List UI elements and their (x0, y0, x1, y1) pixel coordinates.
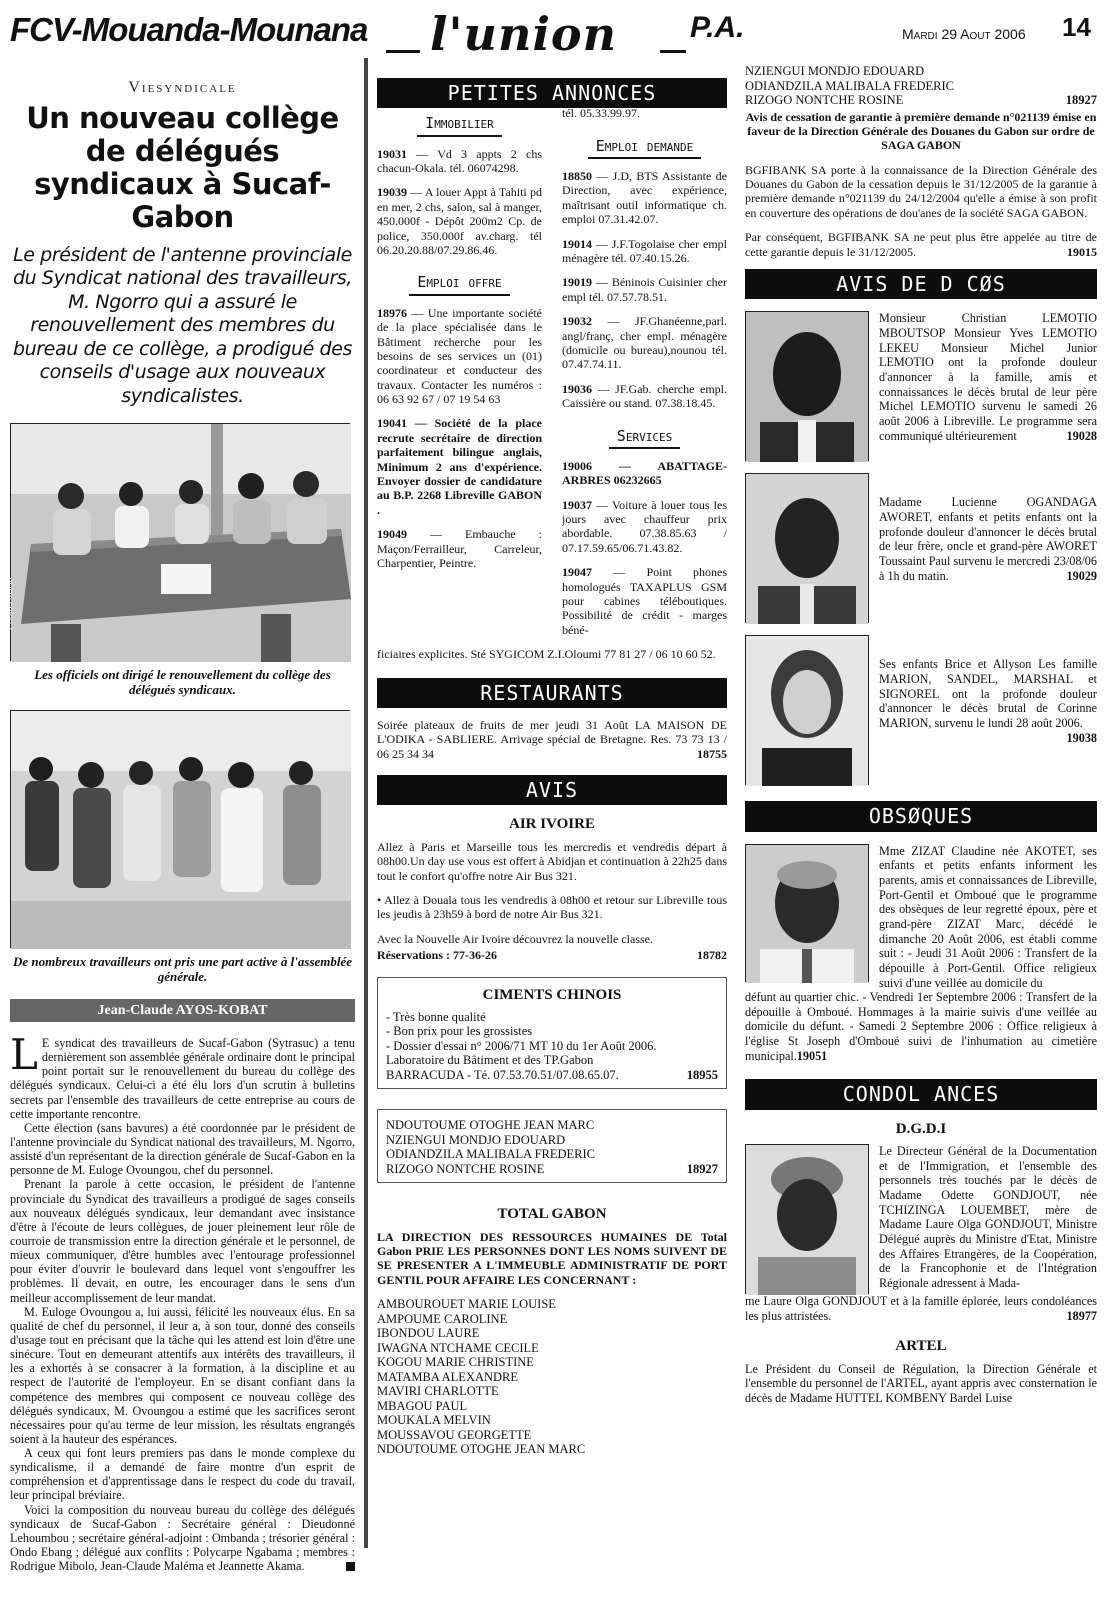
list-item: NDOUTOUME OTOGHE JEAN MARC (386, 1118, 595, 1133)
list-item: NZIENGUI MONDJO EDOUARD (386, 1132, 566, 1147)
list-item: - Dossier d'essai n° 2006/71 MT 10 du 1er Août 2006. (386, 1038, 657, 1053)
paragraph: E syndicat des travailleurs de Sucaf-Gabon (Sytrasuc) a tenu dernièrement son assemblée générale ordinaire dont le principal point portait sur le renouvellement du bureau du collège des délégués syndicaux. Celui-ci a été élu lors d'un scrutin à bulletins secrets par l'ensemble des travailleurs de cette entreprise au cours de cette importante rencontre. (10, 1035, 355, 1121)
portrait-photo (745, 311, 869, 461)
list-item: 19047 — Point phones homologués TAXAPLUS GSM pour cabines téléboutiques. Possibilité de crédit - marges béné- (562, 565, 727, 637)
article-body (10, 1029, 355, 1574)
list-item: IBONDOU LAURE (377, 1326, 480, 1341)
list-item: 19014 — J.F.Togolaise cher empl ménagère tél. 07.40.15.26. (562, 236, 727, 266)
total-lead: LA DIRECTION DES RESSOURCES HUMAINES DE Total Gabon PRIE LES PERSONNES DONT LES NOMS SUIVENT DE SE PRESENTER A L'IMMEUBLE ADMINISTRATIF DE PORT GENTIL POUR AFFAIRE LES CONCERNANT : (377, 1229, 727, 1287)
list-item: ODIANDZILA MALIBALA FREDERIC (745, 78, 955, 93)
list-item: NDOUTOUME OTOGHE JEAN MARC (377, 1442, 586, 1457)
photo-caption-2: De nombreux travailleurs ont pris une part active à l'assemblée générale. (12, 953, 353, 985)
list-item: IWAGNA NTCHAME CECILE (377, 1340, 539, 1355)
notice-text: Mme ZIZAT Claudine née AKOTET, ses enfants et petits enfants informent les parents, amis et connaissances de Libreville, Port-Gentil et Omboué que le programme des obsèques de leur regretté époux, père et grand-père ZIZAT Marc, décédé le dimanche 20 Août 2006, est établi comme suit : - Jeudi 31 Août 2006 : Transfert de la dépouille à Port-Gentil. Office religieux suivi d'une veillée au domicile du (879, 843, 1097, 990)
subhead-immobilier: Immobilier (417, 114, 502, 136)
list-item: 18850 — J.D, BTS Assistante de Direction, avec expérience, maîtrisant outil informatique ch. emploi 07.31.42.07. (562, 169, 727, 227)
section-head-restaurants: RESTAURANTS (377, 678, 727, 708)
portrait-photo (745, 635, 869, 785)
list-item: RIZOGO NONTCHE ROSINE 18927 (386, 1161, 718, 1176)
list-item: 18976 — Une importante société de la place spécialisée dans le Bâtiment recherche pour les besoins de ses services un (01) coordinateur et conducteur des travaux. Contacter les numéros : 06 63 92 67 / 07 19 54 63 (377, 305, 542, 407)
avis-company: AIR IVOIRE (509, 816, 595, 833)
list-item: MATAMBA ALEXANDRE (377, 1369, 519, 1384)
restaurant-ad: Soirée plateaux de fruits de mer jeudi 31 Août LA MAISON DE L'ODIKA - SABLIERE. Arrivage spécial de Bretagne. Res. 73 73 13 / 06 25 34 34 18755 (377, 717, 727, 761)
subhead-services: Services (609, 427, 680, 449)
paragraph: Voici la composition du nouveau bureau du collège des délégués syndicaux de Sucaf-Gabon : Secrétaire général : Dieudonné Lehoumbou ; secrétaire général-adjoint : Ombanda ; trésorier général : Ondo Ebang ; délégué aux conflits : Polycarpe Ngabama ; membres : Rodrigue Mibolo, Jean-Claude Maléma et Jeannette Akama. (10, 1502, 355, 1574)
list-item: 19006 — ABATTAGE-ARBRES 06232665 (562, 458, 727, 488)
paragraph: Cette élection (sans bavures) a été coordonnée par le président de l'antenne provinciale du Syndicat national des travailleurs, M. Ngorro, assisté d'un représentant de la direction générale de Sucaf-Gabon en la personne de M. Euloge Ovoungou, chef du personnel. (10, 1120, 355, 1178)
section-head-condoleances: CONDOL ANCES (745, 1079, 1097, 1109)
list-item: NZIENGUI MONDJO EDOUARD (745, 64, 925, 78)
list-item: ODIANDZILA MALIBALA FREDERIC (386, 1147, 596, 1162)
notice-item (745, 635, 1097, 785)
list-item: 19037 — Voiture à louer tous les jours avec chauffeur prix abordable. 07.38.85.63 / 07.17.59.65/06.71.43.82. (562, 497, 727, 555)
ad-ref: 18755 (697, 746, 727, 761)
portrait-photo (745, 473, 869, 623)
article-kicker: Viesyndicale (128, 79, 237, 96)
list-item: 19019 — Béninois Cuisinier cher empl tél. 07.57.78.51. (562, 275, 727, 304)
cessation-paragraph: BGFIBANK SA porte à la connaissance de la Direction Générale des Douanes du Gabon de la cessation depuis le 31/12/2005 de la garantie à première demande n°021139 du 24/12/2004 qu'elle a émise à son profit en couverture des opérations de dou'anes de la société SAGA GABON. (745, 162, 1097, 220)
article (4, 70, 355, 1574)
section-head-avis: AVIS (377, 775, 727, 805)
section-head-obseques: OBSØQUES (745, 801, 1097, 831)
article-byline: Jean-Claude AYOS-KOBAT (10, 999, 355, 1022)
cessation-paragraph: Par conséquent, BGFIBANK SA ne peut plus être appelée au titre de cette garantie depuis le 31/12/2005. 19015 (745, 230, 1097, 259)
ciments-box (377, 977, 727, 1090)
ciments-title: CIMENTS CHINOIS (482, 986, 622, 1003)
avis-reservations: Réservations : 77-36-26 18782 (377, 948, 727, 963)
notice-text: Madame Lucienne OGANDAGA AWORET, enfants et petits enfants ont la profonde douleur d'annoncer le décès brutal de leur frère, oncle et grand-père AWORET Toussaint Paul survenu le mercredi 23/08/06 à 1h du matin. 19029 (879, 495, 1097, 583)
services-continuation: ficiaires explicites. Sté SYGICOM Z.I.Oloumi 77 81 27 / 06 10 60 52. (377, 647, 716, 662)
condoleances-org: D.G.D.I (895, 1120, 947, 1137)
pa-column-right (562, 108, 727, 647)
notice-item (745, 844, 1097, 990)
names-box (377, 1109, 727, 1183)
list-item: KOGOU MARIE CHRISTINE (377, 1355, 534, 1370)
list-item: MOUKALA MELVIN (377, 1413, 491, 1428)
notice-item (745, 1144, 1097, 1294)
issue-date: Mardi 29 Aout 2006 (902, 26, 1026, 42)
list-item: 19031 — Vd 3 appts 2 chs chacun-Okala. tél. 06074298. (377, 146, 542, 176)
portrait-photo (745, 1144, 869, 1294)
page-number: 14 (1062, 12, 1091, 42)
section-title: FCV-Mouanda-Mounana (10, 11, 368, 48)
avis-paragraph: • Allez à Douala tous les vendredis à 08h00 et retour sur Libreville tous les jeudis à 23h59 à bord de notre Air Bus 321. (377, 892, 727, 922)
paragraph: M. Euloge Ovoungou a, lui aussi, félicité les nouveaux élus. En sa qualité de chef du personnel, il leur a, à son tour, donné des conseils d'usage tout en précisant que la tâche qui les attend est loin d'être une sinécure. Tout en demeurant attentifs aux intérêts des travailleurs, il les a exhortés à se consacrer à la formation, à la discipline et au respect de l'autorité de l'employeur. En se disant confiant dans la compétence des membres qui composent ce nouveau collège des délégués syndicaux, M. Ovoungou a estimé que les sacrifices seront nécessaires pour qu'au terme de leur mission, les résultats engrangés soient à la hauteur des espérances. (10, 1304, 355, 1446)
article-standfirst: Le président de l'antenne provinciale du Syndicat national des travailleurs, M. Ngorro qui a assuré le renouvellement des membres du bureau de ce collège, a prodigué des conseils d'usage aux nouveaux syndicalistes. (12, 243, 353, 407)
list-item: 19032 — JF.Ghanéenne,parl. angl/franç, cher empl. ménagère (domicile ou bureau),nounou tél. 07.47.74.11. (562, 314, 727, 372)
notice-continuation: me Laure Olga GONDJOUT et à la famille éplorée, leurs condoléances les plus attristées. 18977 (745, 1294, 1097, 1323)
subhead-emploi-demande: Emploi demande (588, 137, 702, 159)
total-names (377, 1297, 727, 1457)
avis-paragraph: Avec la Nouvelle Air Ivoire découvrez la nouvelle classe. (377, 931, 653, 946)
photo-credit: Photos JCAK (4, 576, 15, 630)
photo-caption-1: Les officiels ont dirigé le renouvellement du collège des délégués syndicaux. (34, 666, 331, 698)
dropcap: L (10, 1029, 38, 1079)
list-item: MBAGOU PAUL (377, 1398, 468, 1413)
petites-annonces-grid (377, 108, 727, 647)
notice-item (745, 473, 1097, 623)
list-item: 19036 — JF.Gab. cherche empl. Caissière ou stand. 07.38.18.45. (562, 381, 727, 411)
list-item: RIZOGO NONTCHE ROSINE 18927 (745, 93, 1097, 107)
list-item: - Très bonne qualité (386, 1009, 486, 1024)
photo-workers (10, 710, 350, 948)
section-head-deces: AVIS DE D CØS (745, 269, 1097, 299)
cessation-title: Avis de cessation de garantie à première demande n°021139 émise en faveur de la Direction Générale des Douanes du Gabon sur ordre de SAGA GABON (745, 109, 1097, 153)
masthead-rule-right (660, 50, 686, 53)
notices-column (745, 64, 1097, 1406)
end-mark-icon (346, 1562, 355, 1571)
notice-text: Monsieur Christian LEMOTIO MBOUTSOP Monsieur Yves LEMOTIO LEKEU Monsieur Michel Junior LEMOTIO ont la profonde douleur d'annoncer à la famille, amis et connaissances le décès brutal de leur père Michel LEMOTIO survenu le samedi 26 août 2006 à Libreville. Le programme sera communiqué ultérieurement 19028 (879, 311, 1097, 443)
list-item: 19049 — Embauche : Maçon/Ferrailleur, Carreleur, Charpentier, Peintre. (377, 527, 542, 570)
section-head-petites-annonces: PETITES ANNONCES (377, 78, 727, 108)
paragraph: A ceux qui font leurs premiers pas dans le monde complexe du syndicalisme, il a demandé de faire montre d'un esprit de compréhension et d'apprentissage dans le respect du code du travail, leur principal bréviaire. (10, 1446, 355, 1503)
pa-column-left (377, 108, 542, 647)
subhead-emploi-offre: Emploi offre (409, 273, 509, 295)
right-names (745, 64, 1097, 108)
notice-item (745, 311, 1097, 461)
artel-title: ARTEL (895, 1338, 947, 1355)
list-item: 19041 — Société de la place recrute secrétaire de direction parfaitement bilingue anglais, Minimum 2 ans d'expérience. Envoyer dossier de candidature au B.P. 2268 Libreville GABON . (377, 416, 542, 517)
notice-continuation: défunt au quartier chic. - Vendredi 1er Septembre 2006 : Transfert de la dépouille à Omboué. Hommages à la mairie suivis d'une veillée au domicile du défunt. - Samedi 2 Septembre 2006 : Office religieux à l'église St Joseph d'Omboué suivi de l'inhumation au cimetière municipal.19051 (745, 990, 1097, 1063)
avis-paragraph: Allez à Paris et Marseille tous les mercredis et vendredis départ à 08h00.Un day use vous est offert à Abidjan et continuation à 22h25 dans tout le confort qu'offre notre Air Bus 321. (377, 839, 727, 883)
artel-text: Le Président du Conseil de Régulation, la Direction Générale et l'ensemble du personnel de l'ARTEL, ayant appris avec consternation le décès de Madame HUTTEL KOMBENY Bardel Luise (745, 1361, 1097, 1405)
list-item: - Bon prix pour les grossistes (386, 1024, 533, 1039)
masthead (0, 0, 1104, 64)
notice-text: Ses enfants Brice et Allyson Les famille MARION, SANDEL, MARSHAL et SIGNOREL ont la profonde douleur d'annoncer le décès brutal de Corinne MARION, survenu le lundi 28 août 2006. 19038 (879, 657, 1097, 745)
list-item: BARRACUDA - Té. 07.53.70.51/07.08.65.07. 18955 (386, 1067, 718, 1082)
tel-line: tél. 05.33.99.97. (562, 106, 640, 121)
list-item: AMPOUME CAROLINE (377, 1311, 508, 1326)
photo-officials (4, 423, 350, 661)
list-item: Laboratoire du Bâtiment et des TP.Gabon (386, 1053, 594, 1068)
column-divider (364, 58, 368, 1548)
list-item: 19039 — A louer Appt à Tahiti pd en mer, 2 chs, salon, sal à manger, 450.000f - Dépôt 200m2 Cp. de police, 350.000f av.charg. tél 06.20.20.88/07.29.86.46. (377, 185, 542, 258)
list-item: AMBOUROUET MARIE LOUISE (377, 1297, 556, 1312)
notice-text: Le Directeur Général de la Documentation et de l'Immigration, et l'ensemble des personnels très touchés par le décès de Madame Odette GONDJOUT, née TCHIZINGA LOUEMBET, mère de Madame Laure Olga GONDJOUT, Ministre Délégué auprès du Ministre d'Etat, Ministre des Affaires Etrangères, de la Coopération, de la Francophonie et de l'Intégration Régionale adressent à Mada- (879, 1144, 1097, 1290)
list-item: MOUSSAVOU GEORGETTE (377, 1427, 532, 1442)
list-item: MAVIRI CHARLOTTE (377, 1384, 499, 1399)
edition-label: P.A. (690, 11, 745, 44)
ciments-lines (386, 1010, 718, 1083)
portrait-photo (745, 844, 869, 982)
paragraph: Prenant la parole à cette occasion, le président de l'antenne provinciale du Syndicat des travailleurs a prodigué de sages conseils aux nouveaux délégués syndicaux, leur demandant avec insistance d'être à l'écoute de leurs collègues, de jouer pleinement leur rôle de courroie de transmission entre la direction générale et le personnel, de mieux communiquer, d'être humbles avec l'entourage professionnel pour éviter d'ouvrir le boulevard dans lequel vont s'engouffrer les problèmes. Il devait, en outre, les encourager dans le sens d'un meilleur accomplissement de leur mandat. (10, 1177, 355, 1305)
masthead-rule-left (386, 50, 420, 53)
newspaper-logo: l'union (430, 7, 618, 61)
total-title: TOTAL GABON (497, 1206, 607, 1223)
article-headline: Un nouveau collège de délégués syndicaux à Sucaf-Gabon (26, 100, 339, 234)
classifieds-column (377, 70, 727, 1457)
